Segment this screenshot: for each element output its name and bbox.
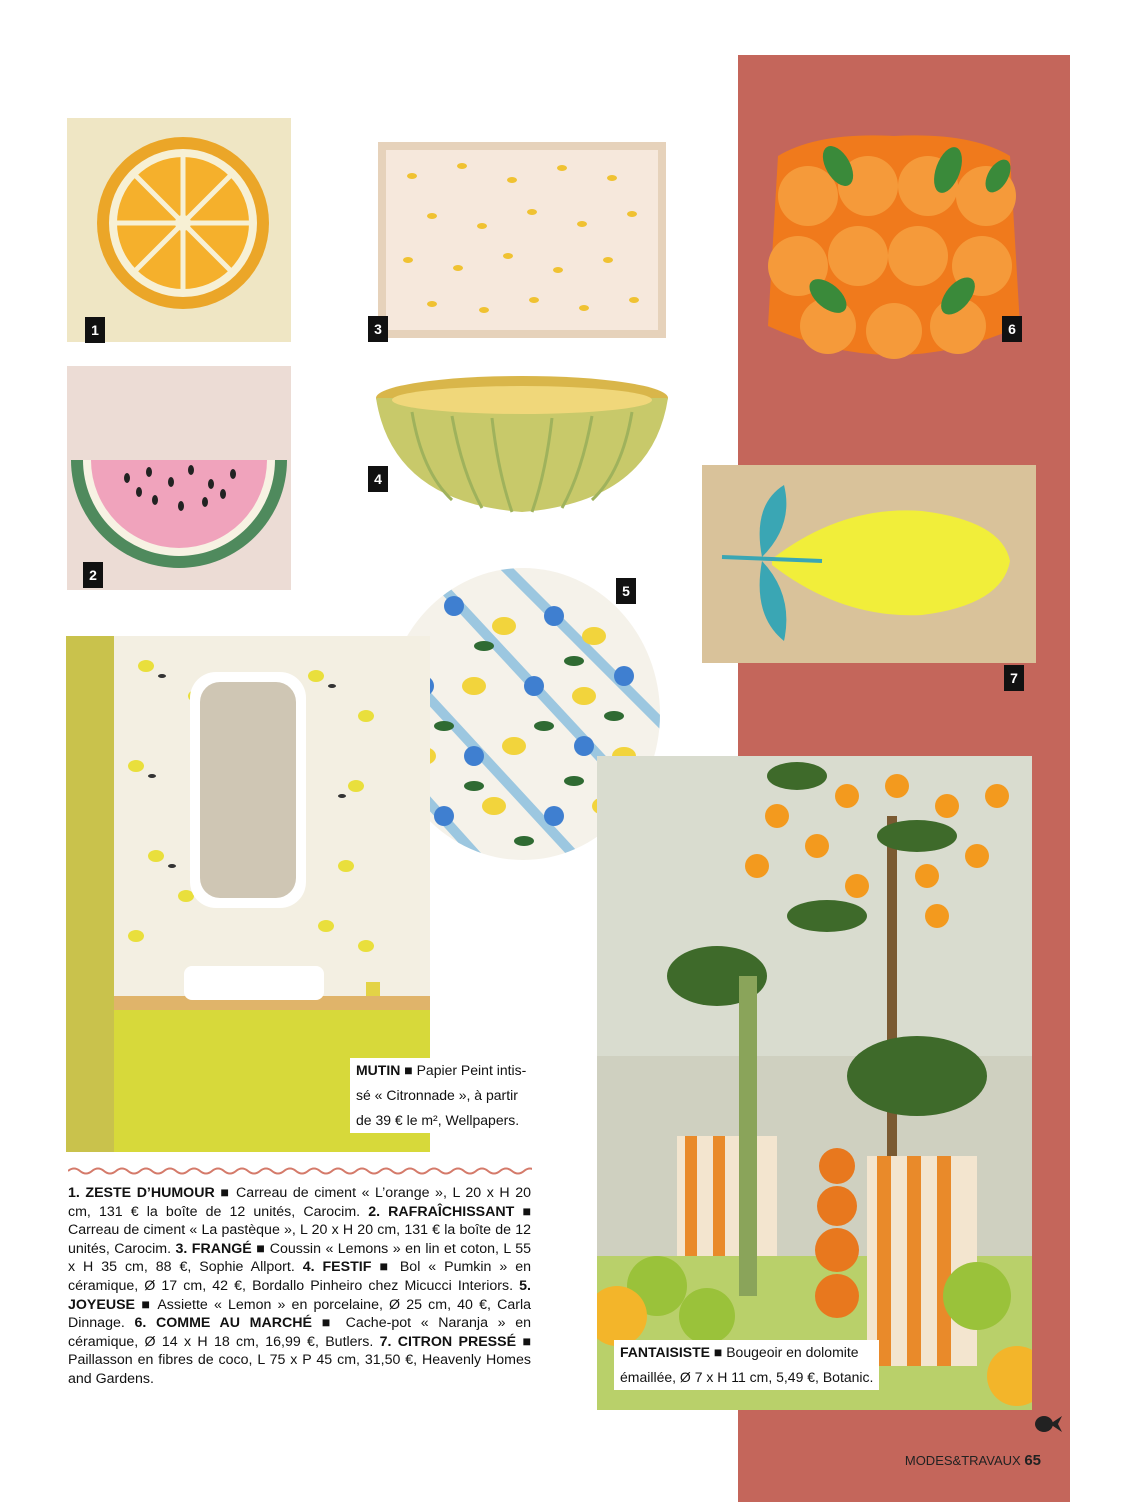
badge-4: 4 <box>368 466 388 492</box>
credit-5-title: 5. JOYEUSE <box>68 1277 531 1313</box>
credit-4-text: ■ Bol « Pumkin » en céramique, Ø 17 cm, 42 €, Bordallo Pinheiro chez Micucci Interiors. <box>68 1259 532 1294</box>
magazine-brand: MODES&TRAVAUX <box>904 1453 1021 1468</box>
fantaisiste-line-1: Bougeoir en dolomite <box>726 1344 859 1360</box>
mutin-line-3: de 39 € le m², Wellpapers. <box>356 1112 520 1128</box>
credit-1-title: 1. ZESTE D’HUMOUR <box>68 1185 215 1201</box>
credit-3-title: 3. FRANGÉ <box>175 1240 252 1257</box>
lemon-doormat-image <box>702 465 1036 686</box>
badge-2: 2 <box>83 562 103 588</box>
orange-tile-image <box>67 118 291 342</box>
credit-7-title: 7. CITRON PRESSÉ <box>379 1333 517 1350</box>
credit-6-title: 6. COMME AU MARCHÉ <box>134 1315 312 1332</box>
credit-1-text: ■ Carreau de ciment « L’orange », L 20 x H 20 cm, 131 € la boîte de 12 unités, Carocim. <box>68 1185 531 1220</box>
page-number: 65 <box>1024 1452 1041 1469</box>
bullet-separator: ■ <box>404 1062 413 1078</box>
badge-3: 3 <box>368 316 388 342</box>
credit-2-text: ■ Carreau de ciment « La pastèque », L 20 x H 20 cm, 131 € la boîte de 12 unités, Carocim. <box>68 1203 531 1257</box>
mutin-line-2: sé « Citronnade », à partir <box>356 1087 518 1103</box>
watermelon-tile-image <box>67 366 291 590</box>
mutin-line-1: Papier Peint intis- <box>416 1062 527 1078</box>
fantaisiste-line-2: émaillée, Ø 7 x H 11 cm, 5,49 €, Botanic. <box>620 1369 874 1385</box>
badge-5: 5 <box>616 578 636 604</box>
badge-7: 7 <box>1004 665 1024 691</box>
mutin-caption <box>350 1058 542 1133</box>
badge-1: 1 <box>85 317 105 343</box>
bullet-separator: ■ <box>713 1344 723 1360</box>
badge-6: 6 <box>1002 316 1022 342</box>
mutin-title: MUTIN <box>356 1062 401 1078</box>
product-credits <box>68 1184 531 1389</box>
credit-7-text: ■ Paillasson en fibres de coco, L 75 x P 45 cm, 31,50 €, Heavenly Homes and Gardens. <box>68 1333 531 1387</box>
page-footer <box>905 1452 1041 1469</box>
credit-3-text: ■ Coussin « Lemons » en lin et coton, L 55 x H 35 cm, 88 €, Sophie Allport. <box>68 1240 531 1276</box>
orange-pot-image <box>758 126 1030 376</box>
pumpkin-bowl-image <box>372 372 672 522</box>
next-page-arrow-icon <box>1034 1414 1066 1434</box>
credit-2-title: 2. RAFRAÎCHISSANT <box>368 1203 515 1220</box>
wavy-divider <box>68 1166 532 1176</box>
credit-5-text: ■ Assiette « Lemon » en porcelaine, Ø 25 cm, 40 €, Carla Dinnage. <box>68 1296 531 1332</box>
citrus-table-photo <box>597 756 1032 1410</box>
credit-6-text: ■ Cache-pot « Naranja » en céramique, Ø 14 x H 18 cm, 16,99 €, Butlers. <box>68 1315 531 1350</box>
credit-4-title: 4. FESTIF <box>302 1259 372 1276</box>
fantaisiste-title: FANTAISISTE <box>620 1344 710 1360</box>
fantaisiste-caption <box>614 1340 879 1390</box>
lemon-cushion-image <box>372 136 672 346</box>
